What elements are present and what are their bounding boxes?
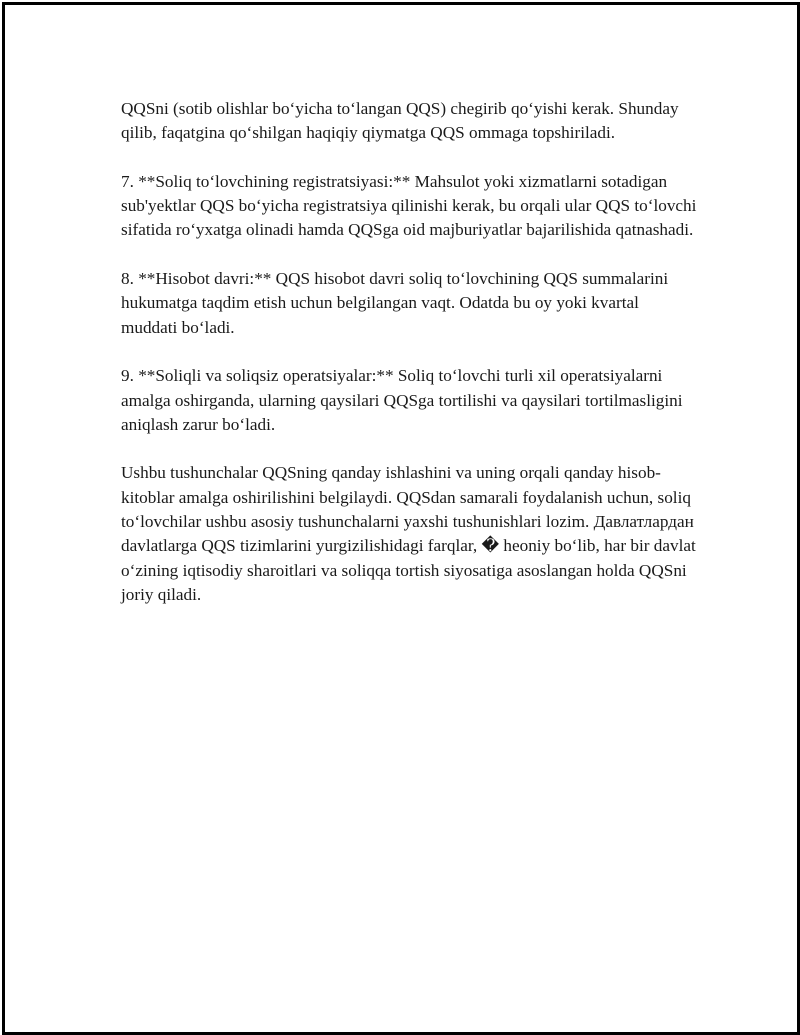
paragraph-item-8: 8. **Hisobot davri:** QQS hisobot davri soliq to‘lovchining QQS summalarini hukumatga taqdim etish uchun belgilangan vaqt. Odatda bu oy yoki kvartal muddati bo‘ladi. xyxy=(121,269,669,337)
paragraph-summary: Ushbu tushunchalar QQSning qanday ishlashini va uning orqali qanday hisob-kitoblar amalga oshirilishini belgilaydi. QQSdan samarali foydalanish uchun, soliq to‘lovchilar ushbu asosiy tushunchalarni yaxshi tushunishlari lozim. Давлатлардан davlatlarga QQS tizimlarini yurgizilishidagi farqlar, � heoniy bo‘lib, har bir davlat o‘zining iqtisodiy sharoitlari va soliqqa tortish siyosatiga asoslangan holda QQSni joriy qiladi. xyxy=(121,463,696,604)
paragraph-item-9: 9. **Soliqli va soliqsiz operatsiyalar:** Soliq to‘lovchi turli xil operatsiyalarni amalga oshirganda, ularning qaysilari QQSga tortilishi va qaysilari tortilmasligini aniqlash zarur bo‘ladi. xyxy=(121,366,683,434)
paragraph-item-7: 7. **Soliq to‘lovchining registratsiyasi:** Mahsulot yoki xizmatlarni sotadigan sub'yektlar QQS bo‘yicha registratsiya qilinishi kerak, bu orqali ular QQS to‘lovchi sifatida ro‘yxatga olinadi hamda QQSga oid majburiyatlar bajarilishida qatnashadi. xyxy=(121,171,697,240)
page-frame xyxy=(2,2,800,1035)
document-body xyxy=(121,97,699,632)
paragraph-continuation: QQSni (sotib olishlar bo‘yicha to‘langan QQS) chegirib qo‘yishi kerak. Shunday qilib, faqatgina qo‘shilgan haqiqiy qiymatga QQS ommaga topshiriladi. xyxy=(121,99,679,143)
